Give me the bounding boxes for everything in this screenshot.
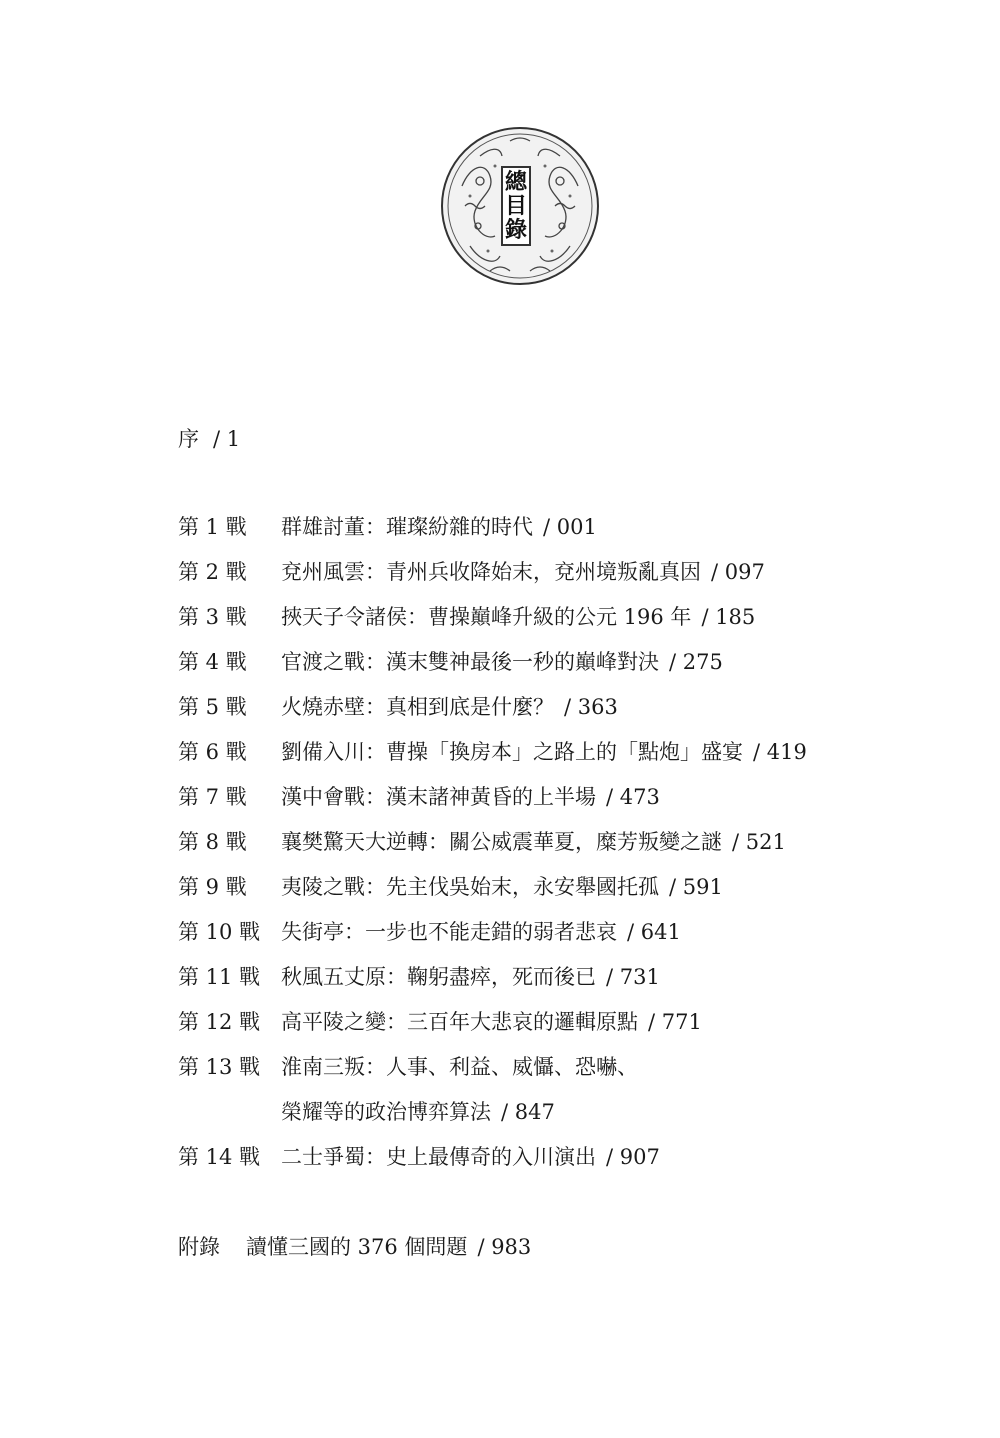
chapter-page: / 731 bbox=[606, 965, 660, 989]
chapter-page: / 001 bbox=[543, 515, 597, 539]
chapter-number: 第 9 戰 bbox=[178, 875, 247, 899]
chapter-number: 第 4 戰 bbox=[178, 650, 247, 674]
chapter-title: 淮南三叛：人事、利益、威懾、恐嚇、 bbox=[281, 1055, 638, 1079]
toc-chapter[interactable] bbox=[178, 873, 723, 901]
chapter-page: / 185 bbox=[701, 605, 756, 629]
chapter-title: 兗州風雲：青州兵收降始末，兗州境叛亂真因 bbox=[281, 560, 701, 584]
chapter-page: / 419 bbox=[753, 740, 807, 764]
chapter-number: 第 7 戰 bbox=[178, 785, 247, 809]
chapter-number: 第 1 戰 bbox=[178, 515, 247, 539]
chapter-title: 漢中會戰：漢末諸神黃昏的上半場 bbox=[281, 785, 596, 809]
toc-chapter[interactable] bbox=[178, 693, 618, 721]
toc-chapter[interactable] bbox=[178, 738, 807, 766]
chapter-page: / 097 bbox=[711, 560, 765, 584]
toc-chapter[interactable] bbox=[178, 513, 597, 541]
chapter-page: / 521 bbox=[732, 830, 786, 854]
chapter-page: / 771 bbox=[648, 1010, 702, 1034]
chapter-number: 第 2 戰 bbox=[178, 560, 247, 584]
chapter-title: 火燒赤壁：真相到底是什麼？ bbox=[281, 695, 554, 719]
chapter-page: / 363 bbox=[564, 695, 618, 719]
preface-page: / 1 bbox=[213, 427, 241, 451]
chapter-number: 第 11 戰 bbox=[178, 965, 261, 989]
preface-label: 序 bbox=[178, 427, 199, 451]
chapter-title: 夷陵之戰：先主伐吳始末，永安舉國托孤 bbox=[281, 875, 659, 899]
chapter-title: 二士爭蜀：史上最傳奇的入川演出 bbox=[281, 1145, 596, 1169]
toc-heading bbox=[501, 166, 531, 246]
toc-appendix[interactable] bbox=[178, 1233, 531, 1261]
appendix-title: 讀懂三國的 376 個問題 bbox=[246, 1235, 468, 1259]
chapter-page: / 275 bbox=[669, 650, 723, 674]
toc-seal-emblem bbox=[440, 126, 600, 286]
appendix-page: / 983 bbox=[477, 1235, 532, 1259]
chapter-number: 第 5 戰 bbox=[178, 695, 247, 719]
chapter-page: / 907 bbox=[606, 1145, 660, 1169]
toc-chapter[interactable] bbox=[178, 558, 765, 586]
chapter-title: 秋風五丈原：鞠躬盡瘁，死而後已 bbox=[281, 965, 596, 989]
toc-chapter[interactable] bbox=[178, 828, 786, 856]
toc-chapter[interactable] bbox=[178, 918, 681, 946]
chapter-title-continued: 榮耀等的政治博弈算法 bbox=[281, 1100, 491, 1124]
chapter-title: 高平陵之變：三百年大悲哀的邏輯原點 bbox=[281, 1010, 638, 1034]
chapter-number: 第 13 戰 bbox=[178, 1055, 261, 1079]
chapter-number: 第 3 戰 bbox=[178, 605, 247, 629]
toc-chapter[interactable] bbox=[178, 783, 660, 811]
chapter-page: / 641 bbox=[627, 920, 681, 944]
chapter-title: 失街亭：一步也不能走錯的弱者悲哀 bbox=[281, 920, 617, 944]
chapter-number: 第 6 戰 bbox=[178, 740, 247, 764]
chapter-number: 第 8 戰 bbox=[178, 830, 247, 854]
chapter-title: 官渡之戰：漢末雙神最後一秒的巔峰對決 bbox=[281, 650, 659, 674]
chapter-page: / 847 bbox=[501, 1100, 555, 1124]
toc-chapter[interactable] bbox=[178, 603, 755, 631]
appendix-label: 附錄 bbox=[178, 1235, 220, 1259]
chapter-title: 劉備入川：曹操「換房本」之路上的「點炮」盛宴 bbox=[281, 740, 743, 764]
chapter-number: 第 14 戰 bbox=[178, 1145, 261, 1169]
toc-preface[interactable] bbox=[178, 425, 240, 453]
seal-title-char: 目 bbox=[504, 193, 527, 219]
chapter-page: / 591 bbox=[669, 875, 723, 899]
toc-chapter[interactable] bbox=[178, 963, 660, 991]
chapter-number: 第 12 戰 bbox=[178, 1010, 261, 1034]
toc-chapter-continued[interactable] bbox=[178, 1098, 555, 1126]
seal-title-char: 錄 bbox=[504, 217, 527, 243]
chapter-page: / 473 bbox=[606, 785, 660, 809]
chapter-title: 群雄討董：璀璨紛雜的時代 bbox=[281, 515, 533, 539]
toc-chapter[interactable] bbox=[178, 1053, 638, 1081]
chapter-title: 襄樊驚天大逆轉：關公威震華夏，糜芳叛變之謎 bbox=[281, 830, 722, 854]
toc-chapter[interactable] bbox=[178, 648, 723, 676]
toc-chapter[interactable] bbox=[178, 1008, 702, 1036]
chapter-number: 第 10 戰 bbox=[178, 920, 261, 944]
chapter-title: 挾天子令諸侯：曹操巔峰升級的公元 196 年 bbox=[281, 605, 692, 629]
seal-title-char: 總 bbox=[504, 169, 527, 195]
toc-chapter[interactable] bbox=[178, 1143, 660, 1171]
